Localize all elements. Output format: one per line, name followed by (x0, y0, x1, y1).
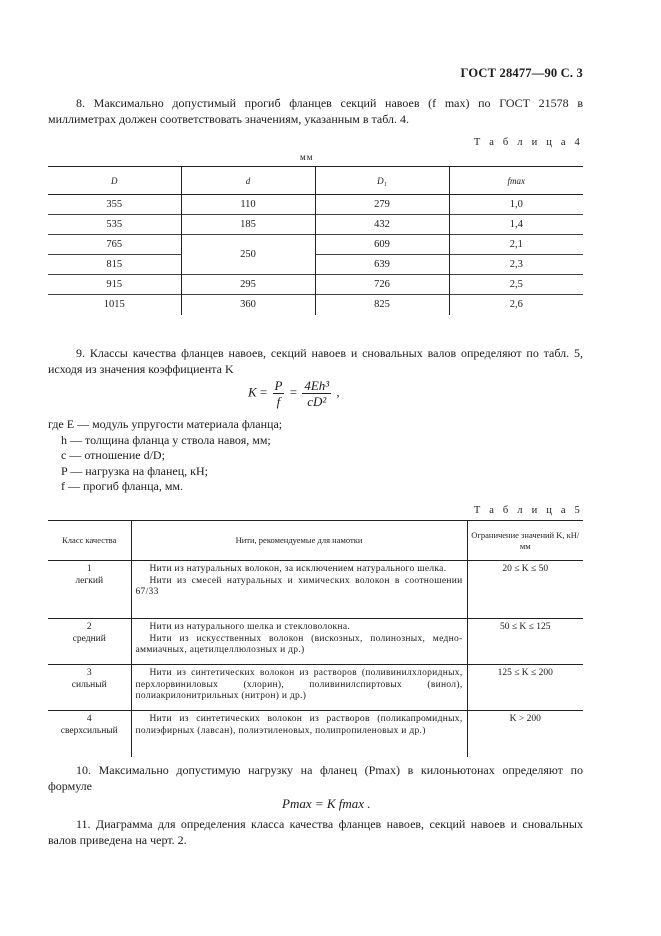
table-5-header-class: Класс качества (48, 521, 131, 561)
formula-lhs: K (248, 384, 257, 400)
thread-line: Нити из смесей натуральных и химических волокон в соотношении 67/33 (135, 575, 463, 597)
table-cell: 639 (315, 255, 449, 275)
class-cell (48, 711, 131, 757)
class-cell (48, 561, 131, 619)
table-row (48, 665, 583, 711)
table-4-header-fmax: fmax (449, 167, 583, 195)
table-cell: 2,3 (449, 255, 583, 275)
table-row (48, 561, 583, 619)
paragraph-8: 8. Максимально допустимый прогиб фланцев секций навоев (f max) по ГОСТ 21578 в миллиметрах должен соответствовать значениям, указанным в табл. 4. (48, 96, 583, 126)
table-row (48, 619, 583, 665)
table-cell: 2,6 (449, 295, 583, 315)
table-5-header-limit: Ограничение значений K, кН/мм (467, 521, 583, 561)
table-row (48, 195, 583, 215)
table-cell-merged: 250 (181, 235, 315, 275)
fraction-4Eh3-over-cD2 (302, 378, 331, 409)
paragraph-9: 9. Классы качества фланцев навоев, секций навоев и сновальных валов определяют по табл. 5, исходя из значения коэффициента K (48, 346, 583, 376)
table-cell: 815 (48, 255, 181, 275)
table-row (48, 215, 583, 235)
table-4-header-row (48, 167, 583, 195)
definition-h: h — толщина фланца у ствола навоя, мм; (61, 432, 271, 447)
thread-line: Нити из синтетических волокон из растворов (поливинилхлоридных, перхлорвиниловых (хлорин), поливинилспиртовых (винол), полиакрилонитрильных (нитрон) и др.) (135, 668, 463, 701)
limit-cell: 20 ≤ K ≤ 50 (467, 561, 583, 619)
table-cell: 2,1 (449, 235, 583, 255)
table-4-header-D: D (48, 167, 181, 195)
threads-cell (131, 711, 467, 757)
definitions-list (48, 417, 282, 495)
table-5-header-threads: Нити, рекомендуемые для намотки (131, 521, 467, 561)
class-name: сильный (71, 679, 107, 690)
table-cell: 279 (315, 195, 449, 215)
class-name: сверхсильный (60, 725, 118, 736)
table-cell: 535 (48, 215, 181, 235)
fraction-numerator: P (274, 378, 283, 393)
class-cell (48, 619, 131, 665)
threads-cell (131, 561, 467, 619)
threads-cell (131, 619, 467, 665)
table-cell: 1,4 (449, 215, 583, 235)
thread-line: Нити из синтетических волокон из растворов (поликапромидных, полиэфирных (лавсан), полиэтиленовых, полипропиленовых и др.) (135, 714, 463, 736)
thread-line: Нити из искусственных волокон (вискозных, полинозных, медно-аммиачных, ацетилцеллюлозных и др.) (135, 633, 463, 655)
table-cell: 825 (315, 295, 449, 315)
table-cell: 765 (48, 235, 181, 255)
table-cell: 360 (181, 295, 315, 315)
formula-K (248, 378, 340, 409)
thread-line: Нити из натурального шелка и стекловолокна. (149, 622, 351, 632)
thread-line: Нити из натуральных волокон, за исключением натурального шелка. (149, 564, 447, 574)
limit-cell: 125 ≤ K ≤ 200 (467, 665, 583, 711)
table-cell: 1,0 (449, 195, 583, 215)
limit-cell: K > 200 (467, 711, 583, 757)
table-5-caption: Т а б л и ц а 5 (473, 505, 583, 516)
class-number: 1 (86, 564, 92, 574)
table-cell: 110 (181, 195, 315, 215)
definition-E: где E — модуль упругости материала фланца; (48, 417, 283, 431)
table-4 (48, 166, 583, 315)
formula-equals-2: = (289, 384, 298, 400)
table-4-caption: Т а б л и ц а 4 (473, 137, 583, 148)
table-cell: 432 (315, 215, 449, 235)
class-number: 4 (86, 714, 92, 724)
fraction-numerator: 4Eh³ (304, 378, 330, 393)
table-row (48, 711, 583, 757)
formula-equals: = (259, 384, 268, 400)
definition-f: f — прогиб фланца, мм. (61, 479, 184, 493)
table-row (48, 255, 583, 275)
fraction-denominator: cD² (307, 394, 327, 409)
class-cell (48, 665, 131, 711)
table-cell: 2,5 (449, 275, 583, 295)
table-4-header-d: d (181, 167, 315, 195)
table-5-header-row (48, 521, 583, 561)
table-cell: 915 (48, 275, 181, 295)
paragraph-10: 10. Максимально допустимую нагрузку на фланец (Pmax) в килоньютонах определяют по формуле (48, 763, 583, 793)
paragraph-11: 11. Диаграмма для определения класса качества фланцев навоев, секций навоев и сновальных валов приведена на черт. 2. (48, 817, 583, 847)
class-number: 2 (86, 622, 92, 632)
table-4-header-D1: D₁ (315, 167, 449, 195)
table-cell: 609 (315, 235, 449, 255)
table-5 (48, 520, 583, 757)
definition-P: P — нагрузка на фланец, кН; (61, 463, 208, 478)
limit-cell: 50 ≤ K ≤ 125 (467, 619, 583, 665)
table-cell: 726 (315, 275, 449, 295)
fraction-denominator: f (276, 394, 281, 409)
table-row (48, 275, 583, 295)
table-cell: 1015 (48, 295, 181, 315)
class-name: средний (72, 633, 106, 644)
definition-c: c — отношение d/D; (61, 448, 165, 462)
formula-comma: , (336, 384, 340, 400)
table-row (48, 235, 583, 255)
table-cell: 295 (181, 275, 315, 295)
threads-cell (131, 665, 467, 711)
table-cell: 355 (106, 199, 123, 210)
class-name: легкий (75, 575, 104, 586)
table-4-unit: мм (300, 152, 314, 162)
table-cell: 185 (181, 215, 315, 235)
formula-Pmax: Pmax = K fmax . (282, 796, 371, 811)
table-row (48, 295, 583, 315)
class-number: 3 (86, 668, 92, 678)
page-header: ГОСТ 28477—90 С. 3 (460, 66, 583, 80)
fraction-P-over-f (273, 378, 285, 409)
